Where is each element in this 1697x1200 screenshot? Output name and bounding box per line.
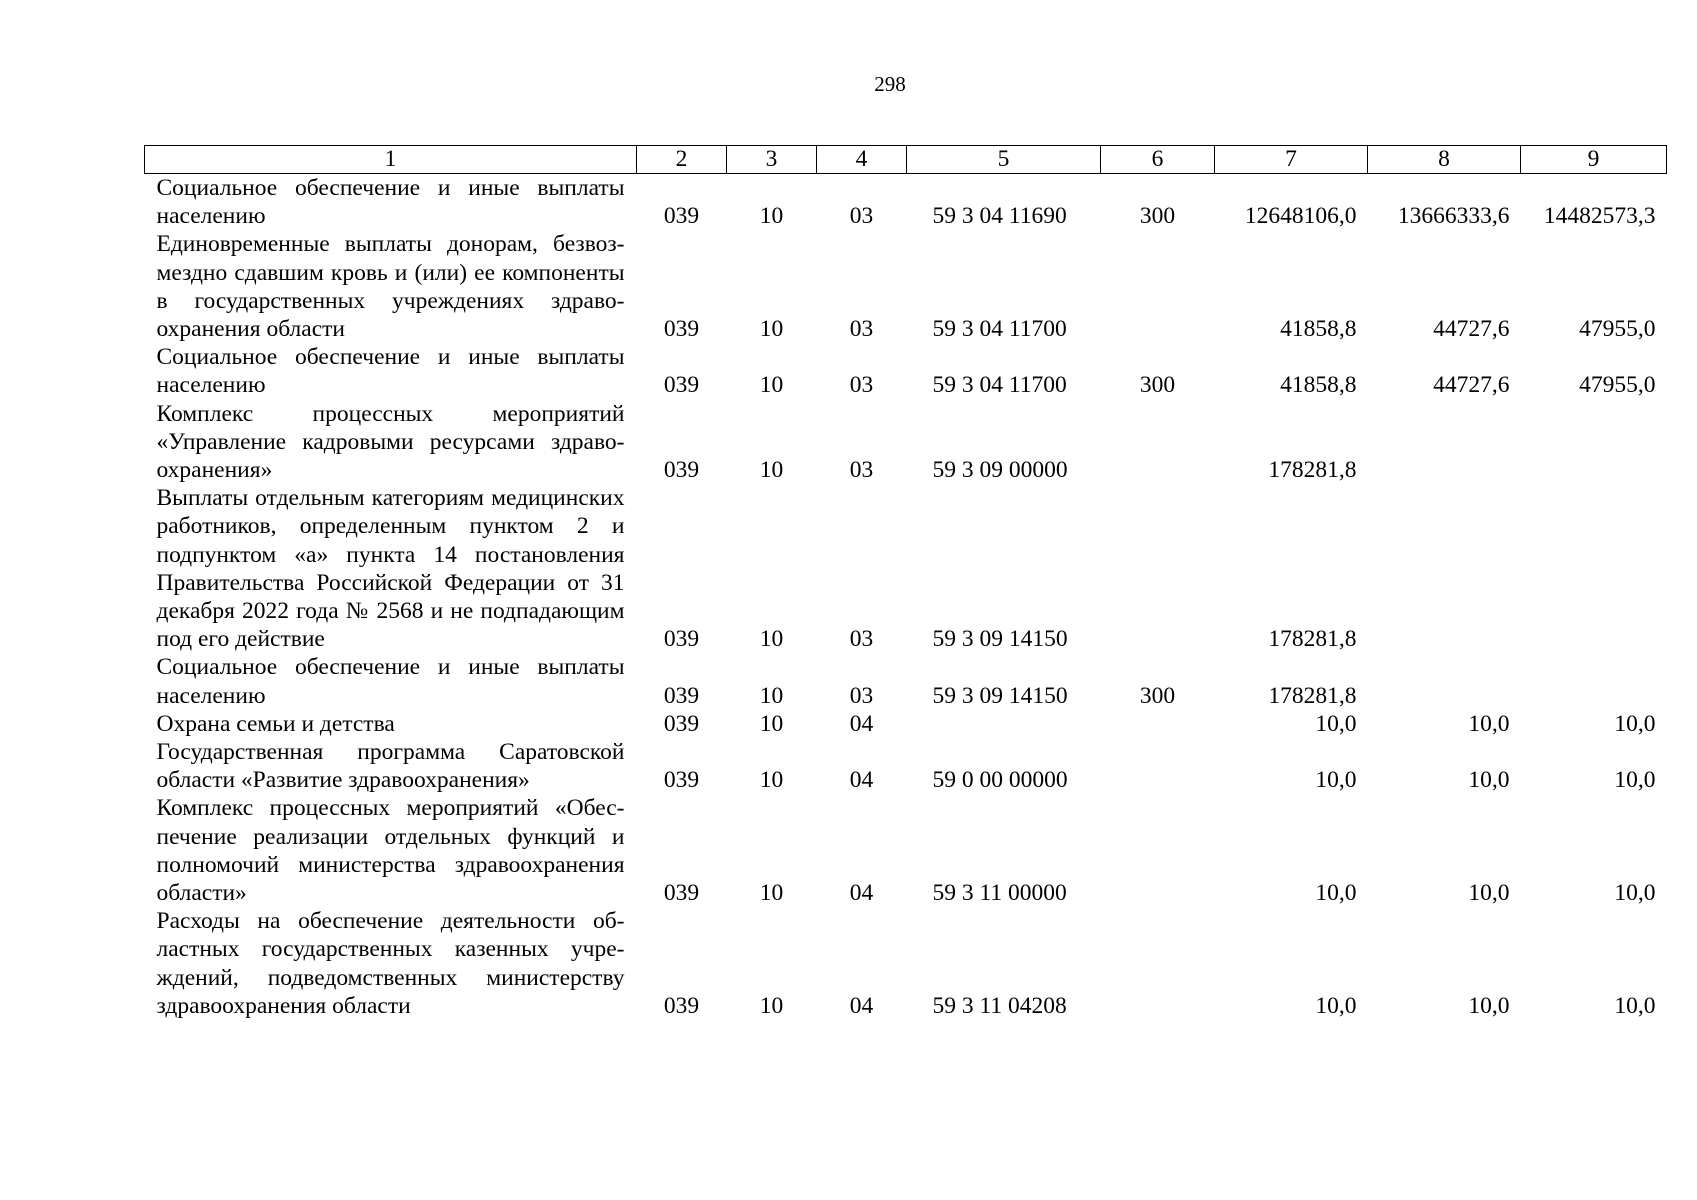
row-name: Комплекс процессных мероприятий «Обеспечение реализации отдельных функций и полномочий министерства здравоохранения области» bbox=[156, 795, 625, 907]
row-ministry-code: 039 bbox=[663, 682, 700, 709]
row-ministry-code: 039 bbox=[663, 316, 700, 343]
row-name: Расходы на обеспечение деятельности областных государственных казенных учреждений, подведомственных министерству здравоохранения области bbox=[156, 908, 625, 1019]
row-amount-year-1: 178281,8 bbox=[1268, 682, 1357, 709]
row-ministry-code: 039 bbox=[663, 992, 700, 1019]
row-section-code: 10 bbox=[759, 992, 784, 1019]
row-subsection-code: 04 bbox=[849, 880, 874, 907]
row-amount-year-3 bbox=[1521, 653, 1667, 709]
table-row bbox=[145, 174, 1667, 231]
table-row bbox=[145, 653, 1667, 709]
row-expense-type bbox=[1101, 794, 1215, 907]
row-ministry-code: 039 bbox=[663, 203, 700, 230]
row-subsection-code: 03 bbox=[849, 626, 874, 653]
row-section-code: 10 bbox=[759, 710, 784, 737]
row-target-article: 59 3 04 11700 bbox=[932, 316, 1067, 343]
row-expense-type bbox=[1101, 484, 1215, 653]
page-number: 298 bbox=[874, 72, 906, 96]
row-amount-year-1: 10,0 bbox=[1315, 767, 1357, 794]
row-amount-year-3: 10,0 bbox=[1614, 767, 1656, 794]
table-row bbox=[145, 907, 1667, 1020]
row-target-article: 59 3 11 00000 bbox=[932, 880, 1067, 907]
row-amount-year-2: 44727,6 bbox=[1433, 372, 1510, 399]
row-expense-type: 300 bbox=[1139, 682, 1176, 709]
table-row bbox=[145, 230, 1667, 343]
row-amount-year-2: 44727,6 bbox=[1433, 316, 1510, 343]
row-ministry-code: 039 bbox=[663, 710, 700, 737]
row-expense-type: 300 bbox=[1139, 203, 1176, 230]
row-amount-year-3: 10,0 bbox=[1614, 710, 1656, 737]
row-name: Социальное обеспечение и иные выплаты населению bbox=[156, 654, 625, 709]
table-row bbox=[145, 794, 1667, 907]
row-amount-year-2: 13666333,6 bbox=[1397, 203, 1510, 230]
row-subsection-code: 04 bbox=[849, 992, 874, 1019]
row-amount-year-3: 10,0 bbox=[1614, 880, 1656, 907]
row-amount-year-1: 41858,8 bbox=[1280, 316, 1357, 343]
header-cell-1: 1 bbox=[145, 146, 637, 174]
row-section-code: 10 bbox=[759, 767, 784, 794]
row-target-article: 59 3 04 11700 bbox=[932, 372, 1067, 399]
row-name: Единовременные выплаты донорам, безвозмездно сдавшим кровь и (или) ее компоненты в государственных учреждениях здравоохранения области bbox=[156, 231, 625, 343]
row-amount-year-3: 10,0 bbox=[1614, 992, 1656, 1019]
row-section-code: 10 bbox=[759, 372, 784, 399]
row-subsection-code: 04 bbox=[849, 710, 874, 737]
row-subsection-code: 04 bbox=[849, 767, 874, 794]
row-ministry-code: 039 bbox=[663, 767, 700, 794]
row-amount-year-2 bbox=[1368, 484, 1521, 653]
row-amount-year-3 bbox=[1521, 400, 1667, 485]
row-amount-year-2 bbox=[1368, 653, 1521, 709]
row-expense-type bbox=[1101, 738, 1215, 794]
row-section-code: 10 bbox=[759, 316, 784, 343]
header-cell-4: 4 bbox=[817, 146, 907, 174]
header-row bbox=[145, 146, 1667, 174]
budget-table bbox=[144, 145, 1667, 1020]
header-cell-3: 3 bbox=[727, 146, 817, 174]
row-amount-year-1: 10,0 bbox=[1315, 880, 1357, 907]
row-expense-type bbox=[1101, 400, 1215, 485]
table-row bbox=[145, 484, 1667, 653]
row-amount-year-2: 10,0 bbox=[1468, 880, 1510, 907]
row-subsection-code: 03 bbox=[849, 457, 874, 484]
row-section-code: 10 bbox=[759, 457, 784, 484]
row-amount-year-3: 14482573,3 bbox=[1543, 203, 1656, 230]
row-ministry-code: 039 bbox=[663, 880, 700, 907]
row-target-article: 59 3 09 14150 bbox=[932, 682, 1068, 709]
row-target-article: 59 0 00 00000 bbox=[932, 767, 1068, 794]
row-amount-year-2: 10,0 bbox=[1468, 710, 1510, 737]
row-section-code: 10 bbox=[759, 203, 784, 230]
row-amount-year-3: 47955,0 bbox=[1579, 316, 1656, 343]
row-expense-type bbox=[1101, 230, 1215, 343]
table-row bbox=[145, 343, 1667, 399]
row-ministry-code: 039 bbox=[663, 626, 700, 653]
row-name: Социальное обеспечение и иные выплаты населению bbox=[156, 344, 625, 399]
row-name: Выплаты отдельным категориям медицинских работников, определенным пунктом 2 и подпунктом «а» пункта 14 постановления Правительства Российской Федерации от 31 декабря 2022 года № 2568 и не подпадающим под его действие bbox=[156, 485, 625, 653]
table-row bbox=[145, 710, 1667, 738]
row-section-code: 10 bbox=[759, 880, 784, 907]
row-subsection-code: 03 bbox=[849, 203, 874, 230]
row-amount-year-2: 10,0 bbox=[1468, 767, 1510, 794]
row-amount-year-3: 47955,0 bbox=[1579, 372, 1656, 399]
row-expense-type bbox=[1101, 907, 1215, 1020]
header-cell-6: 6 bbox=[1101, 146, 1215, 174]
row-name: Комплекс процессных мероприятий «Управление кадровыми ресурсами здравоохранения» bbox=[156, 400, 625, 484]
header-cell-2: 2 bbox=[637, 146, 727, 174]
row-target-article: 59 3 09 00000 bbox=[932, 457, 1068, 484]
row-ministry-code: 039 bbox=[663, 372, 700, 399]
row-name: Государственная программа Саратовской области «Развитие здравоохранения» bbox=[156, 739, 625, 794]
row-section-code: 10 bbox=[759, 682, 784, 709]
row-subsection-code: 03 bbox=[849, 682, 874, 709]
row-amount-year-2: 10,0 bbox=[1468, 992, 1510, 1019]
row-amount-year-1: 178281,8 bbox=[1268, 626, 1357, 653]
row-target-article: 59 3 09 14150 bbox=[932, 626, 1068, 653]
row-subsection-code: 03 bbox=[849, 372, 874, 399]
header-cell-7: 7 bbox=[1215, 146, 1368, 174]
row-subsection-code: 03 bbox=[849, 316, 874, 343]
row-name: Охрана семьи и детства bbox=[156, 710, 395, 737]
row-amount-year-1: 12648106,0 bbox=[1244, 203, 1357, 230]
row-section-code: 10 bbox=[759, 626, 784, 653]
row-target-article: 59 3 11 04208 bbox=[932, 992, 1067, 1019]
table-body bbox=[145, 174, 1667, 1021]
table-row bbox=[145, 738, 1667, 794]
row-amount-year-3 bbox=[1521, 484, 1667, 653]
row-target-article bbox=[907, 710, 1101, 738]
row-expense-type bbox=[1101, 710, 1215, 738]
table-row bbox=[145, 400, 1667, 485]
row-amount-year-1: 10,0 bbox=[1315, 992, 1357, 1019]
header-cell-8: 8 bbox=[1368, 146, 1521, 174]
header-cell-9: 9 bbox=[1521, 146, 1667, 174]
row-amount-year-2 bbox=[1368, 400, 1521, 485]
header-cell-5: 5 bbox=[907, 146, 1101, 174]
row-target-article: 59 3 04 11690 bbox=[932, 203, 1067, 230]
row-expense-type: 300 bbox=[1139, 372, 1176, 399]
row-amount-year-1: 41858,8 bbox=[1280, 372, 1357, 399]
row-name: Социальное обеспечение и иные выплаты населению bbox=[156, 175, 625, 230]
row-amount-year-1: 178281,8 bbox=[1268, 457, 1357, 484]
row-ministry-code: 039 bbox=[663, 457, 700, 484]
row-amount-year-1: 10,0 bbox=[1315, 710, 1357, 737]
